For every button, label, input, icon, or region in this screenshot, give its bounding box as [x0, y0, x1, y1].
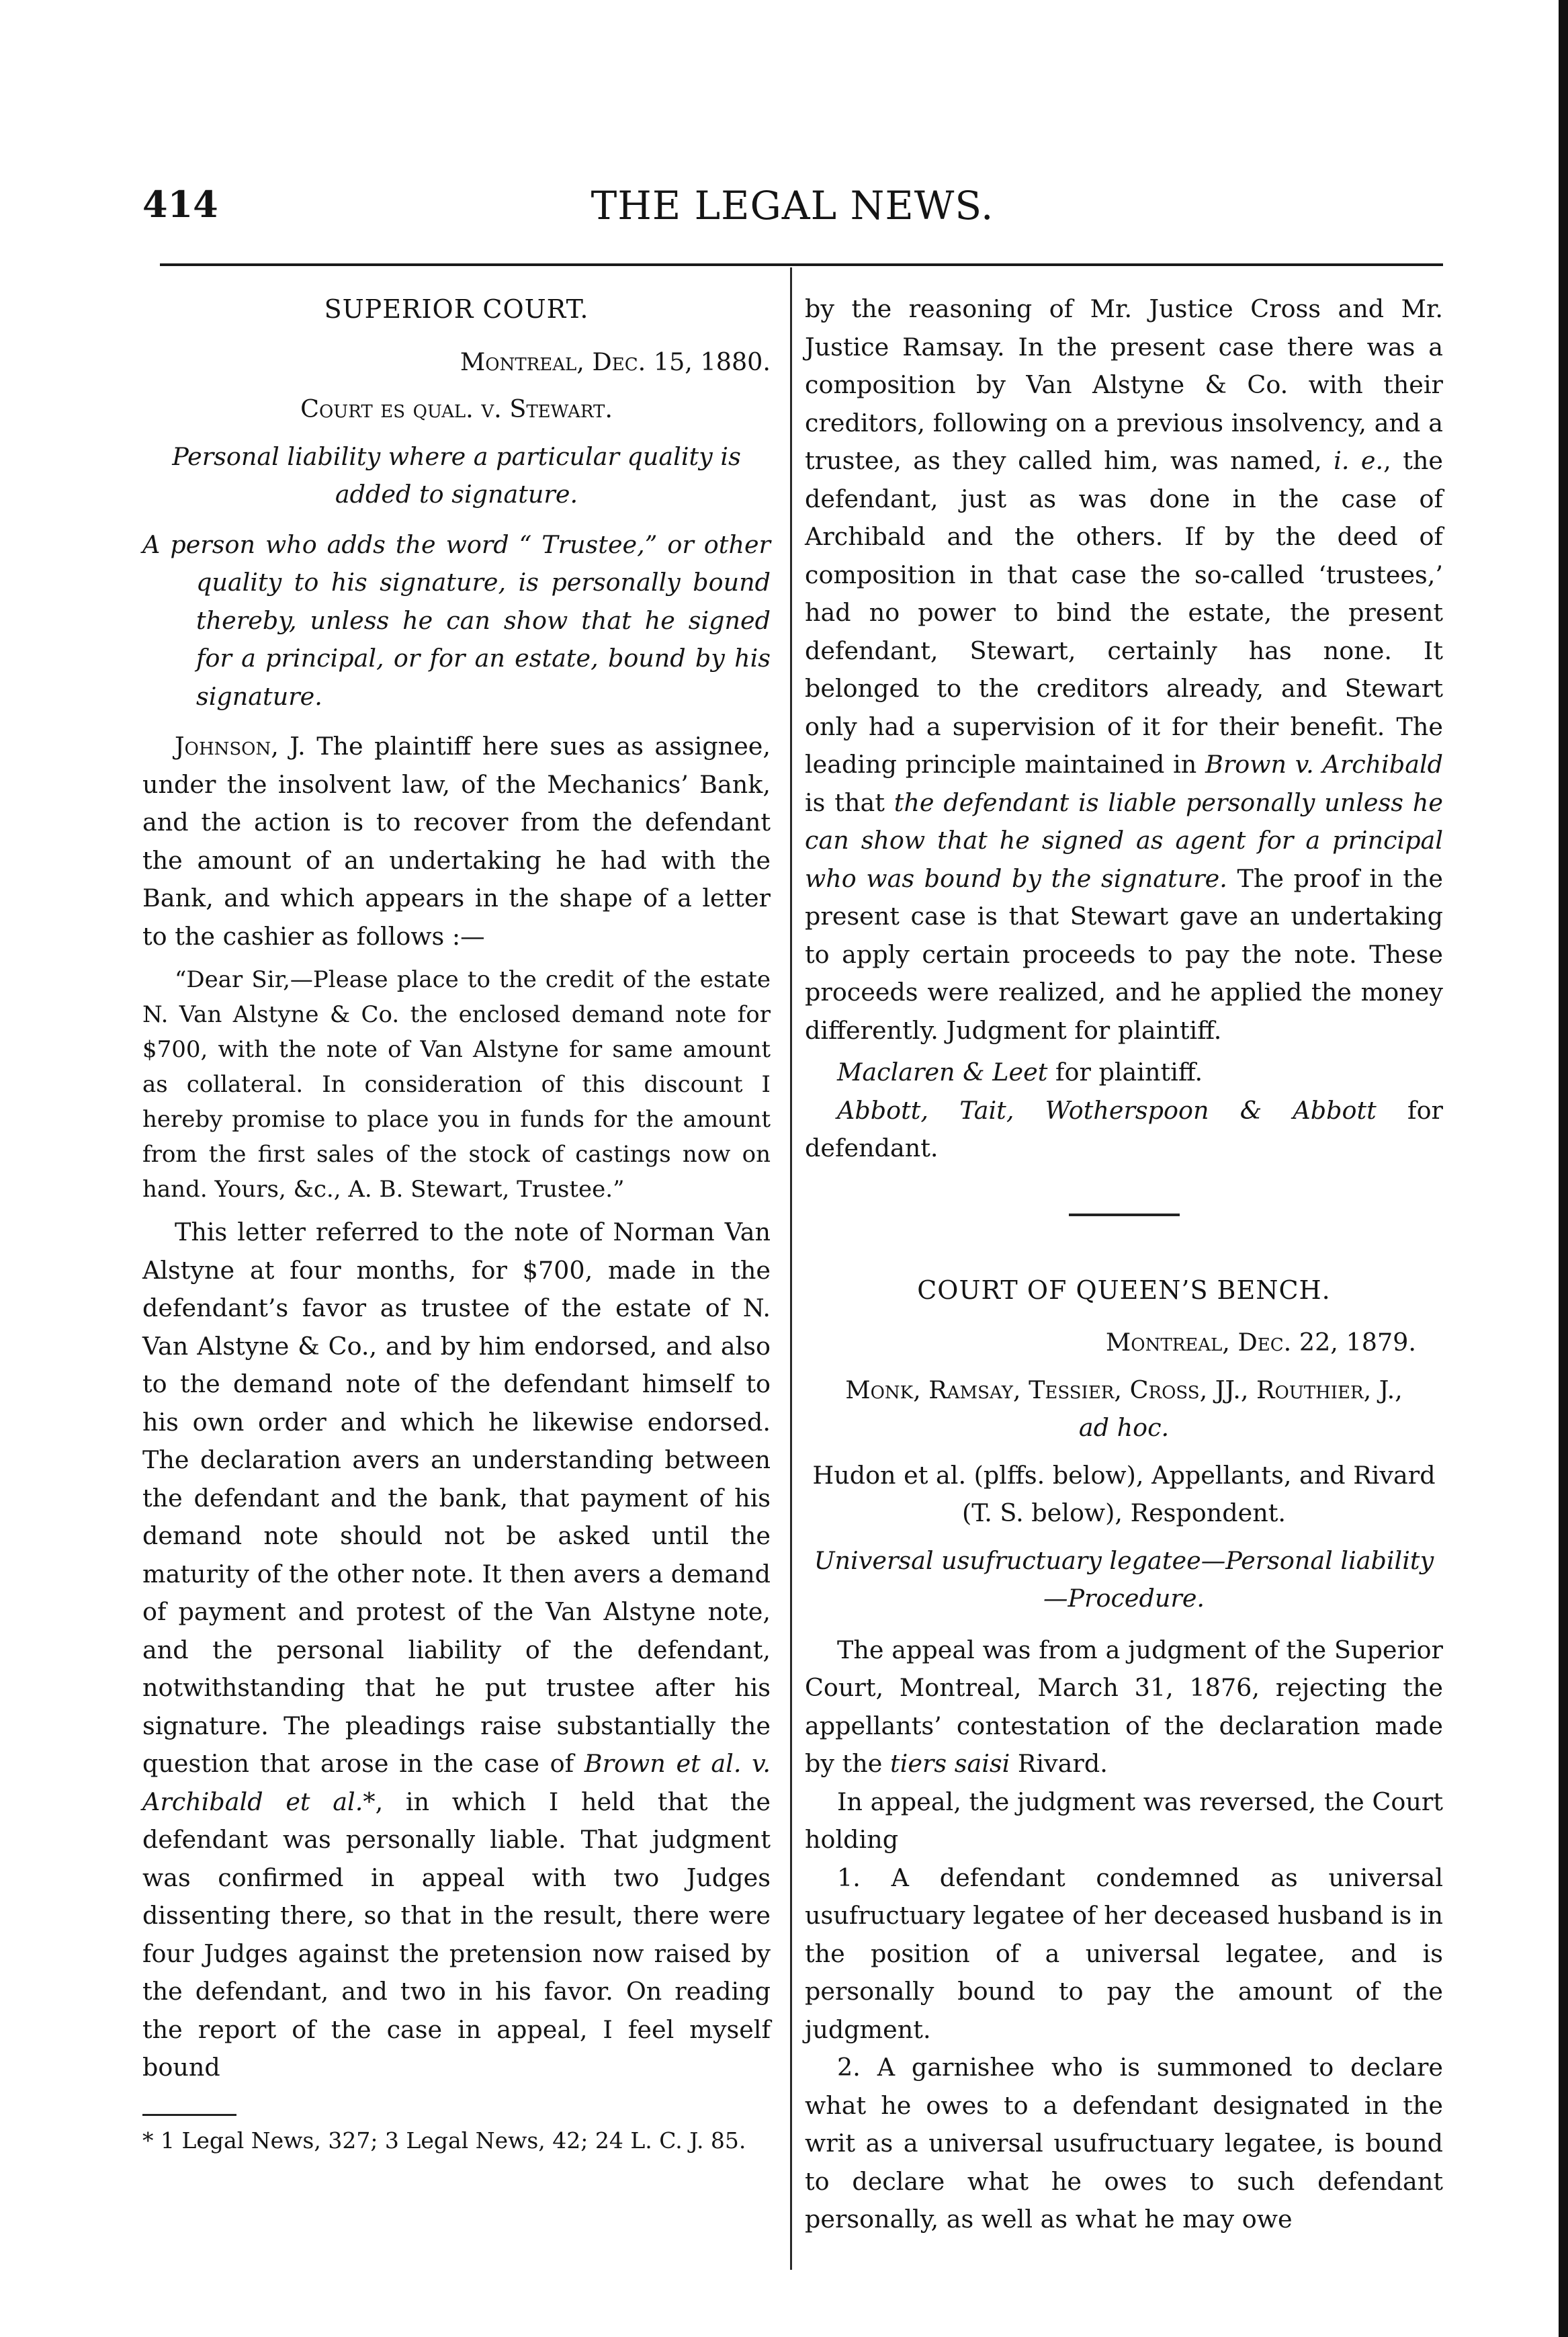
paragraph-text: is that — [805, 788, 885, 817]
judges-text: Monk, Ramsay, Tessier, Cross, JJ., Routhier, J., — [845, 1375, 1403, 1404]
counsel-names: Abbott, Tait, Wotherspoon & Abbott — [837, 1095, 1377, 1125]
counsel-role: for defendant. — [805, 1095, 1443, 1162]
paragraph-text: , in which I held that the defendant was personally liable. That judgment was confirmed in appeal with two Judges dissenting there, so that in the result, there were four Judges against the pretension now raised by the defendant, and two in his favor. On reading the report of the case in appeal, I feel myself bound — [142, 1787, 771, 2082]
subject-line: Personal liability where a particular quality is added to signature. — [172, 441, 741, 509]
opinion-paragraph-1 — [142, 728, 771, 955]
leading-principle: the defendant is liable personally unless he can show that he signed as agent for a principal who was bound by the signature. — [805, 788, 1443, 893]
paragraph-text: Rivard. — [1010, 1749, 1108, 1778]
footnote: * 1 Legal News, 327; 3 Legal News, 42; 24 L. C. J. 85. — [142, 2127, 746, 2154]
scan-edge — [1559, 0, 1568, 2337]
case-title: Court es qual. v. Stewart. — [300, 394, 613, 423]
reversed-paragraph: In appeal, the judgment was reversed, the Court holding — [805, 1787, 1443, 1854]
parties: Hudon et al. (plffs. below), Appellants, and Rivard (T. S. below), Respondent. — [812, 1460, 1436, 1527]
judge-name: Johnson, J. — [175, 732, 306, 761]
court-heading: SUPERIOR COURT. — [324, 294, 589, 324]
paragraph-text: The appeal was from a judgment of the Superior Court, Montreal, March 31, 1876, rejecting the appellants’ contestation of the declaration made by the — [805, 1635, 1443, 1778]
counsel-names: Maclaren & Leet — [837, 1058, 1048, 1087]
holding-1: 1. A defendant condemned as universal usufructuary legatee of her deceased husband is in the position of a universal legatee, and is personally bound to pay the amount of the judgment. — [805, 1863, 1443, 2044]
opinion-continuation — [805, 290, 1443, 1050]
appeal-paragraph — [805, 1631, 1443, 1783]
paragraph-text: , the defendant, just as was done in the case of Archibald and the others. If by the deed of composition in that case the so-called ‘trustees,’ had no power to bind the estate, the present defendant, Stewart, certainly has none. It belonged to the creditors already, and Stewart only had a supervision of it for their benefit. The leading principle maintained in — [805, 446, 1443, 779]
paragraph-text: The proof in the present case is that Stewart gave an undertaking to apply certain proceeds to pay the note. These proceeds were realized, and he applied the money differently. Judgment for plaintiff. — [805, 863, 1444, 1045]
paragraph-text: The plaintiff here sues as assignee, under the insolvent law, of the Mechanics’ Bank, and the action is to recover from the defendant the amount of an undertaking he had with the Bank, and which appears in the shape of a letter to the cashier as follows :— — [142, 732, 771, 951]
counsel-plaintiff — [805, 1054, 1443, 1092]
ad-hoc: ad hoc. — [1078, 1413, 1170, 1442]
opinion-paragraph-2 — [142, 1214, 771, 2087]
case-citation: Brown v. Archibald — [1205, 750, 1444, 779]
counsel-defendant — [805, 1092, 1443, 1168]
footnote-rule — [142, 2114, 236, 2116]
header-rule — [160, 263, 1443, 266]
place-date: Montreal, Dec. 15, 1880. — [460, 347, 771, 376]
page-header — [142, 183, 1442, 250]
paragraph-text: by the reasoning of Mr. Justice Cross and Mr. Justice Ramsay. In the present case there was a composition by Van Alstyne & Co. with their creditors, following on a previous insolvency, and a trustee, as they called him, was named, — [805, 294, 1443, 475]
place-date: Montreal, Dec. 22, 1879. — [1105, 1328, 1416, 1357]
ie-abbrev: i. e. — [1334, 446, 1384, 475]
subject-line: Universal usufructuary legatee—Personal liability—Procedure. — [814, 1545, 1434, 1613]
judges-list — [805, 1371, 1443, 1447]
court-heading: COURT OF QUEEN’S BENCH. — [917, 1275, 1331, 1305]
case-citation: Brown et al. v. Archibald et al.* — [142, 1749, 771, 1816]
page-number: 414 — [142, 183, 218, 226]
column-divider — [790, 267, 792, 2270]
quoted-letter: “Dear Sir,—Please place to the credit of the estate N. Van Alstyne & Co. the enclosed demand note for $700, with the note of Van Alstyne for same amount as collateral. In consideration of this discount I hereby promise to place you in funds for the amount from the first sales of the stock of castings now on hand. Yours, &c., A. B. Stewart, Trustee.” — [142, 966, 771, 1203]
counsel-role: for plaintiff. — [1047, 1058, 1203, 1087]
left-column — [142, 290, 771, 2156]
paragraph-text: This letter referred to the note of Norman Van Alstyne at four months, for $700, made in the defendant’s favor as trustee of the estate of N. Van Alstyne & Co., and by him endorsed, and also to the demand note of the defendant himself to his own order and which he likewise endorsed. The declaration avers an understanding between the defendant and the bank, that payment of his demand note should not be asked until the maturity of the other note. It then avers a demand of payment and protest of the Van Alstyne note, and the personal liability of the defendant, notwithstanding that he put trustee after his signature. The pleadings raise substantially the question that arose in the case of — [142, 1218, 771, 1778]
headnote: A person who adds the word “ Trustee,” or other quality to his signature, is personally bound thereby, unless he can show that he signed for a principal, or for an estate, bound by his signature. — [142, 529, 771, 711]
right-column — [805, 290, 1443, 2239]
journal-title: THE LEGAL NEWS. — [591, 183, 994, 228]
holding-2: 2. A garnishee who is summoned to declare what he owes to a defendant designated in the writ as a universal usufructuary legatee, is bound to declare what he owes to such defendant personally, as well as what he may owe — [805, 2053, 1443, 2234]
tiers-saisi: tiers saisi — [889, 1749, 1010, 1778]
section-rule — [1069, 1214, 1180, 1216]
